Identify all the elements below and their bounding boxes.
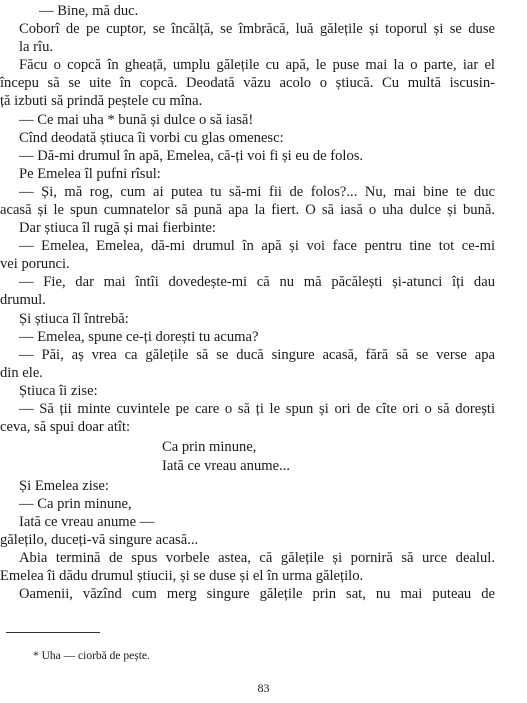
text-line: — Ce mai uha * bună și dulce o să iasă! [19,112,254,128]
text-line: Dar știuca îl rugă și mai fierbinte: [19,220,216,236]
text-line: Oamenii, văzînd cum merg singure gălețile prin sat, nu mai puteau de [19,586,495,602]
page-number: 83 [257,681,270,695]
text-line: drumul. [0,292,46,308]
text-line: Emelea îi dădu drumul știucii, și se duse și el în urma gălețilo. [0,568,364,584]
text-line: — Ca prin minune, [19,496,132,512]
text-line: Abia termină de spus vorbele astea, că gălețile și porniră să urce dealul. [19,550,495,566]
text-line: — Dă-mi drumul în apă, Emelea, că-ți voi fi și eu de folos. [19,148,364,164]
text-line: — Și, mă rog, cum ai putea tu să-mi fii de folos?... Nu, mai bine te duc [19,184,495,200]
text-line: Și Emelea zise: [19,478,109,494]
text-line: la rîu. [19,39,54,55]
text-line: Știuca îi zise: [19,383,98,399]
text-line: — Emelea, spune ce-ți dorești tu acuma? [19,329,259,345]
text-line: gălețilo, duceți-vă singure acasă... [0,532,199,548]
text-line: din ele. [0,365,43,381]
text-line: — Fie, dar mai întîi dovedește-mi că nu mă păcălești și-atunci îți dau [19,274,495,290]
text-line: Și știuca îl întrebă: [19,311,129,327]
text-line: Iată ce vreau anume — [19,514,155,530]
verse-line: Ca prin minune, [162,439,257,455]
text-line: vei porunci. [0,256,70,272]
text-line: ță izbuti să prindă peștele cu mîna. [0,93,203,109]
text-line: Făcu o copcă în gheață, umplu gălețile cu apă, le puse mai la o parte, iar el [19,57,495,73]
text-line: acasă și le spun cumnatelor să pună apa la fiert. O să iasă o uha dulce și bună. [0,202,495,218]
footnote: * Uha — ciorbă de pește. [33,650,150,662]
text-line: — Să ții minte cuvintele pe care o să ți le spun și ori de cîte ori o să dorești [19,401,495,417]
text-line: — Bine, mă duc. [39,3,139,19]
text-line: Cînd deodată știuca îi vorbi cu glas omenesc: [19,130,284,146]
text-line: ceva, să spui doar atît: [0,419,131,435]
text-line: Coborî de pe cuptor, se încălță, se îmbrăcă, luă gălețile și toporul și se duse [19,21,495,37]
text-line: — Emelea, Emelea, dă-mi drumul în apă și voi face pentru tine tot ce-mi [19,238,495,254]
footnote-divider [6,632,100,633]
text-line: — Păi, aș vrea ca gălețile să se ducă singure acasă, fără să se verse apa [19,347,495,363]
text-line: începu să se uite în copcă. Deodată văzu acolo o știucă. Cu multă iscusin- [0,75,495,91]
text-line: Pe Emelea îl pufni rîsul: [19,166,161,182]
verse-line: Iată ce vreau anume... [162,458,291,474]
